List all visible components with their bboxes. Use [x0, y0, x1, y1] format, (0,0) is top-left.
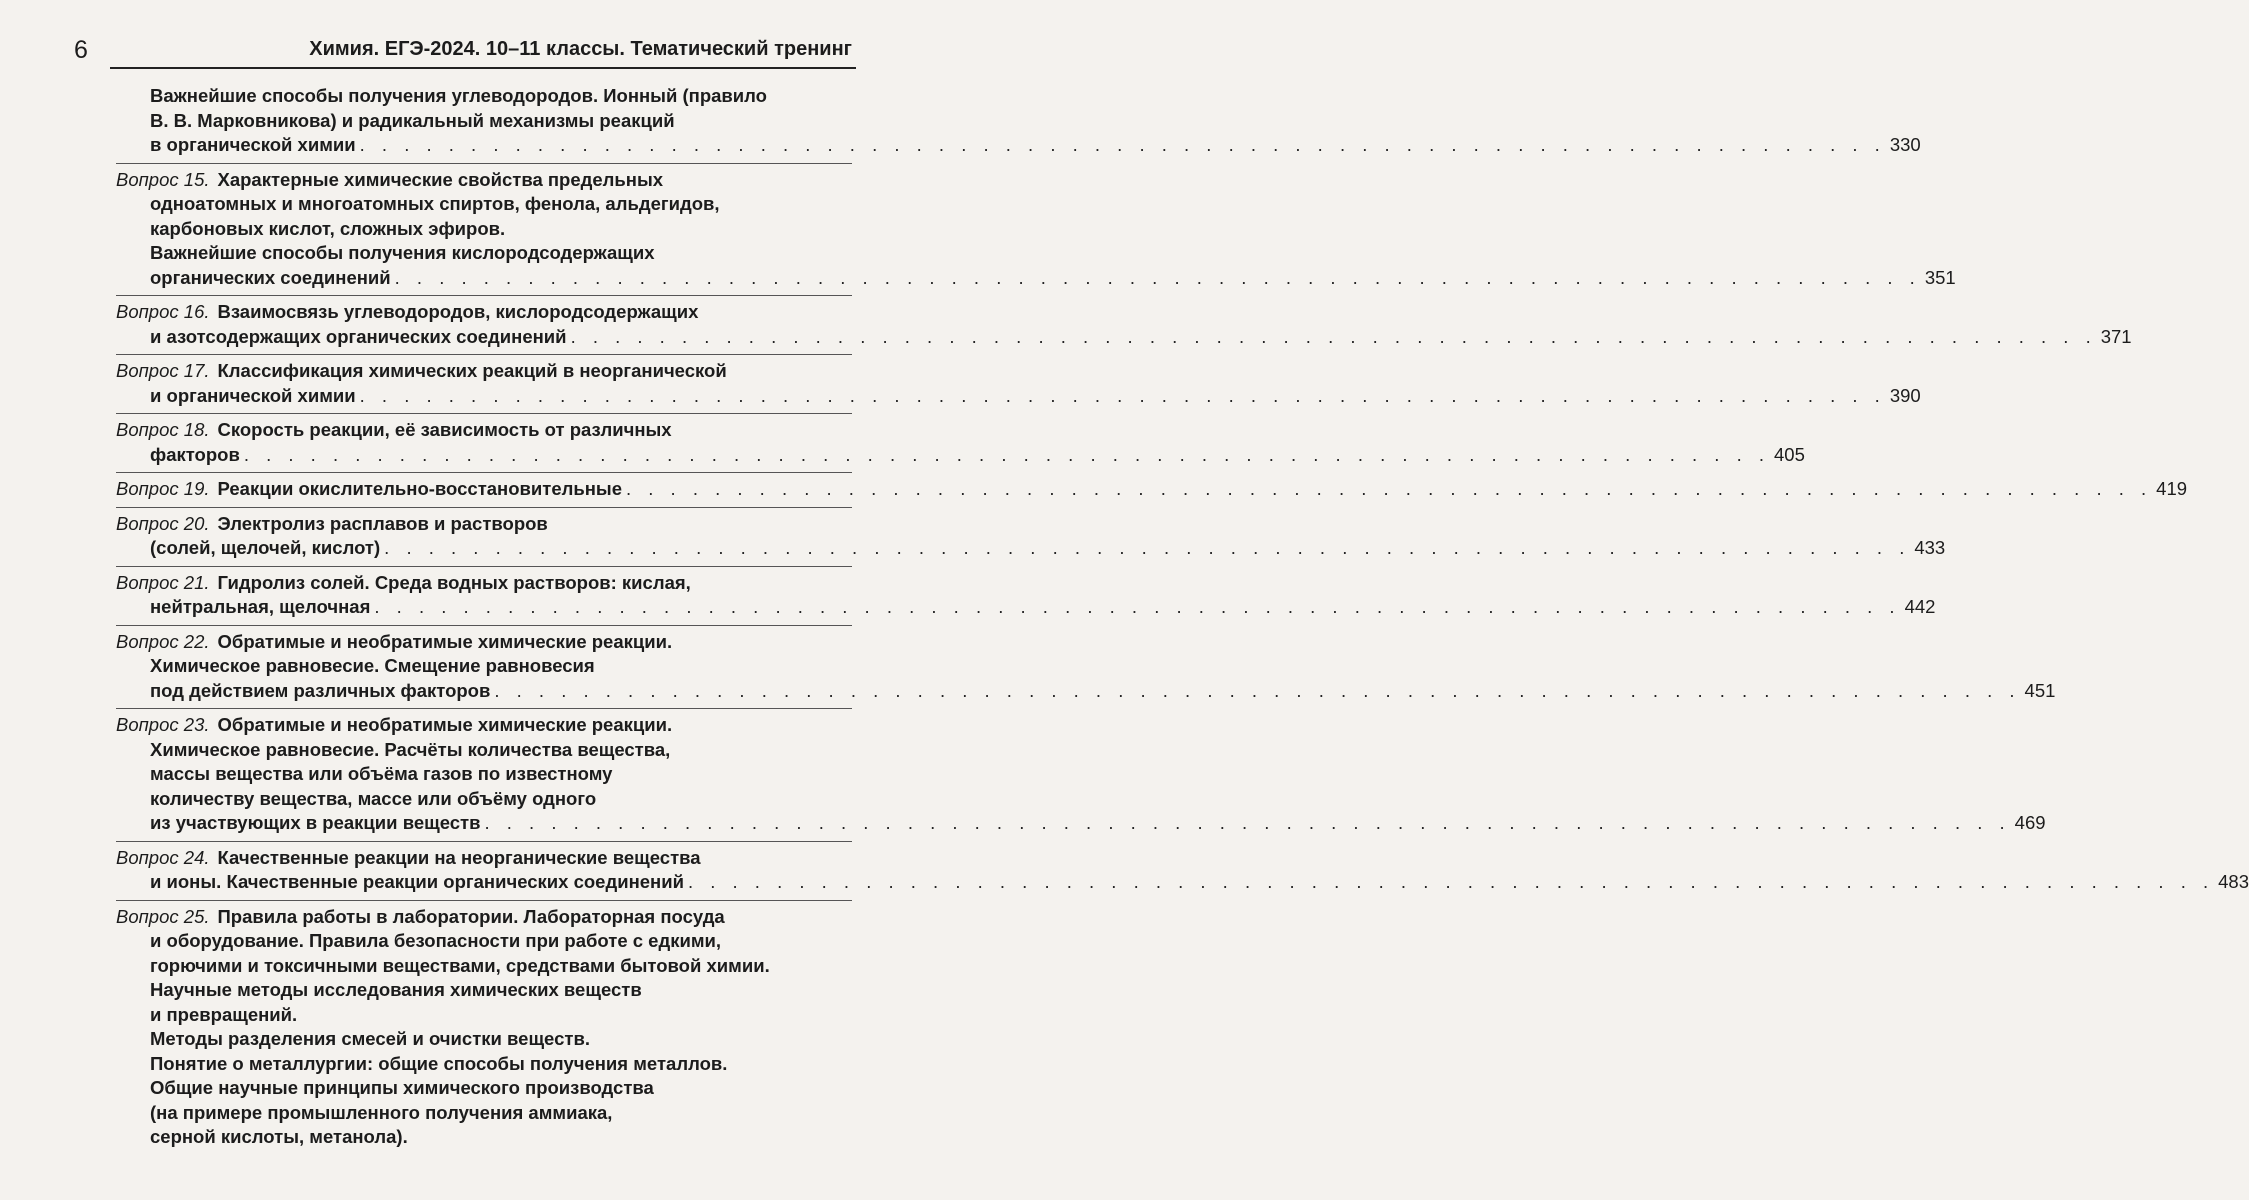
toc-entry-text: и азотсодержащих органических соединений	[150, 325, 567, 347]
toc-list	[116, 80, 2249, 1155]
toc-entry-first-line	[116, 713, 852, 738]
toc-entry-line	[116, 738, 852, 763]
toc-entry	[116, 708, 2046, 841]
toc-entry-line	[116, 217, 852, 242]
toc-entry-text: Взаимосвязь углеводородов, кислородсодержащих	[217, 301, 699, 322]
toc-entry-text: из участвующих в реакции веществ	[150, 812, 481, 833]
toc-entry-text: и оборудование. Правила безопасности при работе с едкими,	[150, 930, 722, 951]
toc-entry-line	[116, 266, 1956, 291]
toc-entry	[116, 80, 1921, 163]
dot-leader: . . . . . . . . . . . . . . . . . . . . . . . . . . . . . . . . . . . . . . . . . . . . . . . . . . . . . . . . . . . . . . . . . . . . .	[243, 443, 1770, 465]
dot-leader: . . . . . . . . . . . . . . . . . . . . . . . . . . . . . . . . . . . . . . . . . . . . . . . . . . . . . . . . . . . . . . . . . . . . .	[687, 871, 2215, 892]
page-ref: 351	[1924, 266, 1956, 288]
toc-entry-text: горючими и токсичными веществами, средствами бытовой химии.	[150, 954, 770, 976]
toc-entry-text: серной кислоты, метанола).	[150, 1126, 408, 1147]
toc-entry-line	[116, 241, 852, 266]
question-label: Вопрос 19.	[116, 478, 210, 499]
toc-entry-text: Скорость реакции, её зависимость от различных	[217, 419, 672, 440]
toc-entry-line	[116, 1052, 852, 1077]
toc-entry-line	[116, 762, 852, 787]
toc-entry	[116, 413, 1805, 472]
header-rule	[110, 67, 856, 69]
toc-entry-text: Химическое равновесие. Расчёты количества вещества,	[150, 738, 671, 760]
page-ref: 405	[1774, 443, 1805, 465]
toc-entry-line	[116, 1101, 852, 1126]
toc-entry-line	[116, 1125, 852, 1150]
toc-entry-line	[116, 679, 2056, 704]
toc-entry-text: Важнейшие способы получения кислородсодержащих	[150, 242, 655, 263]
dot-leader: . . . . . . . . . . . . . . . . . . . . . . . . . . . . . . . . . . . . . . . . . . . . . . . . . . . . . . . . . . . . . . . . . . . . .	[359, 134, 1886, 155]
question-label: Вопрос 23.	[116, 714, 210, 735]
toc-entry-first-line	[116, 418, 852, 443]
toc-entry-line	[116, 84, 852, 109]
toc-entry-first-line	[116, 905, 852, 930]
toc-entry-line	[116, 654, 852, 679]
toc-entry-text: Характерные химические свойства предельных	[217, 168, 664, 190]
toc-entry-text: массы вещества или объёма газов по известному	[150, 763, 613, 784]
dot-leader: . . . . . . . . . . . . . . . . . . . . . . . . . . . . . . . . . . . . . . . . . . . . . . . . . . . . . . . . . . . . . . . . . . . . .	[359, 384, 1886, 406]
dot-leader: . . . . . . . . . . . . . . . . . . . . . . . . . . . . . . . . . . . . . . . . . . . . . . . . . . . . . . . . . . . . . . . . . . . . .	[494, 679, 2021, 701]
toc-entry-first-line	[116, 359, 852, 384]
dot-leader: . . . . . . . . . . . . . . . . . . . . . . . . . . . . . . . . . . . . . . . . . . . . . . . . . . . . . . . . . . . . . . . . . . . . .	[484, 812, 2011, 833]
toc-entry	[116, 566, 1936, 625]
dot-leader: . . . . . . . . . . . . . . . . . . . . . . . . . . . . . . . . . . . . . . . . . . . . . . . . . . . . . . . . . . . . . . . . . . . . .	[394, 266, 1921, 288]
toc-entry-text: Химическое равновесие. Смещение равновесия	[150, 655, 595, 676]
toc-entry-text: Реакции окислительно-восстановительные	[217, 478, 622, 499]
question-label: Вопрос 17.	[116, 360, 210, 381]
question-label: Вопрос 15.	[116, 168, 210, 190]
toc-entry-first-line	[116, 846, 852, 871]
toc-entry-line	[116, 954, 852, 979]
running-title: Химия. ЕГЭ-2024. 10–11 классы. Тематический тренинг	[309, 38, 852, 60]
toc-entry	[116, 900, 852, 1155]
toc-entry-line	[116, 929, 852, 954]
page-ref: 451	[2024, 679, 2056, 701]
toc-entry	[116, 354, 1921, 413]
toc-entry-text: Качественные реакции на неорганические вещества	[217, 846, 701, 868]
dot-leader: . . . . . . . . . . . . . . . . . . . . . . . . . . . . . . . . . . . . . . . . . . . . . . . . . . . . . . . . . . . . . . . . . . . . .	[570, 325, 2097, 347]
page-ref: 419	[2156, 478, 2188, 499]
toc-entry-line	[116, 192, 852, 217]
toc-entry-text: карбоновых кислот, сложных эфиров.	[150, 217, 506, 239]
toc-entry-text: В. В. Марковникова) и радикальный механизмы реакций	[150, 109, 675, 131]
toc-entry	[116, 841, 2249, 900]
toc-entry-first-line	[116, 512, 852, 537]
toc-entry-line	[116, 443, 1805, 468]
toc-entry-first-line	[116, 630, 852, 655]
toc-entry-first-line	[116, 300, 852, 325]
toc-entry-text: Гидролиз солей. Среда водных растворов: кислая,	[217, 571, 691, 593]
toc-entry-line	[116, 811, 2046, 836]
toc-entry-text: Электролиз расплавов и растворов	[217, 512, 548, 534]
toc-entry-line	[116, 595, 1936, 620]
toc-entry-text: Научные методы исследования химических веществ	[150, 979, 642, 1000]
toc-entry-line	[116, 1027, 852, 1052]
page-number: 6	[74, 36, 88, 64]
toc-entry-line	[116, 384, 1921, 409]
toc-entry-text: факторов	[150, 443, 240, 465]
toc-entry-line	[116, 133, 1921, 158]
toc-entry-text: в органической химии	[150, 134, 356, 155]
toc-entry-text: Правила работы в лаборатории. Лабораторная посуда	[217, 905, 725, 927]
toc-entry-text: и ионы. Качественные реакции органических соединений	[150, 871, 684, 892]
toc-entry-text: Обратимые и необратимые химические реакции.	[217, 714, 673, 735]
page-ref: 483	[2218, 871, 2249, 892]
toc-entry-line	[116, 536, 1946, 561]
toc-entry-line	[116, 870, 2249, 895]
toc-entry-text: (на примере промышленного получения аммиака,	[150, 1101, 613, 1123]
toc-entry-text: одноатомных и многоатомных спиртов, фенола, альдегидов,	[150, 193, 720, 214]
toc-entry-first-line	[116, 571, 852, 596]
toc-entry-line	[116, 978, 852, 1003]
toc-entry	[116, 295, 2132, 354]
toc-entry-text: (солей, щелочей, кислот)	[150, 537, 381, 558]
question-label: Вопрос 25.	[116, 905, 210, 927]
toc-entry-line	[116, 1003, 852, 1028]
page-ref: 469	[2014, 812, 2046, 833]
toc-entry-text: Важнейшие способы получения углеводородов. Ионный (правило	[150, 85, 767, 106]
question-label: Вопрос 21.	[116, 571, 210, 593]
toc-entry-text: Общие научные принципы химического производства	[150, 1077, 654, 1098]
page-ref: 330	[1889, 134, 1921, 155]
toc-entry	[116, 472, 2188, 507]
toc-entry-text: Обратимые и необратимые химические реакции.	[217, 630, 673, 652]
toc-entry	[116, 625, 2056, 709]
question-label: Вопрос 16.	[116, 301, 210, 322]
toc-entry-text: Классификация химических реакций в неорганической	[217, 360, 727, 381]
toc-entry-line	[116, 325, 2132, 350]
question-label: Вопрос 22.	[116, 630, 210, 652]
page-ref: 442	[1904, 596, 1936, 617]
page-ref: 371	[2100, 325, 2132, 347]
dot-leader: . . . . . . . . . . . . . . . . . . . . . . . . . . . . . . . . . . . . . . . . . . . . . . . . . . . . . . . . . . . . . . . . . . . . .	[626, 478, 2153, 499]
toc-entry-text: органических соединений	[150, 266, 391, 288]
toc-entry-line	[116, 109, 852, 134]
question-label: Вопрос 20.	[116, 512, 210, 534]
dot-leader: . . . . . . . . . . . . . . . . . . . . . . . . . . . . . . . . . . . . . . . . . . . . . . . . . . . . . . . . . . . . . . . . . . . . .	[384, 537, 1911, 558]
toc-entry-line	[116, 787, 852, 812]
question-label: Вопрос 24.	[116, 846, 210, 868]
question-label: Вопрос 18.	[116, 419, 210, 440]
toc-entry-first-line	[116, 477, 2188, 502]
toc-entry-text: Понятие о металлургии: общие способы получения металлов.	[150, 1052, 728, 1074]
page-ref: 390	[1889, 384, 1921, 406]
dot-leader: . . . . . . . . . . . . . . . . . . . . . . . . . . . . . . . . . . . . . . . . . . . . . . . . . . . . . . . . . . . . . . . . . . . . .	[374, 596, 1901, 617]
toc-entry-line	[116, 1076, 852, 1101]
toc-entry-text: Методы разделения смесей и очистки веществ.	[150, 1028, 590, 1049]
toc-entry-first-line	[116, 168, 852, 193]
toc-entry-text: нейтральная, щелочная	[150, 596, 371, 617]
toc-entry-text: под действием различных факторов	[150, 679, 491, 701]
toc-entry	[116, 507, 1946, 566]
page-ref: 433	[1914, 537, 1946, 558]
toc-entry-text: и превращений.	[150, 1003, 298, 1025]
toc-entry-text: и органической химии	[150, 384, 356, 406]
toc-entry	[116, 163, 1956, 296]
toc-entry-text: количеству вещества, массе или объёму одного	[150, 787, 597, 809]
